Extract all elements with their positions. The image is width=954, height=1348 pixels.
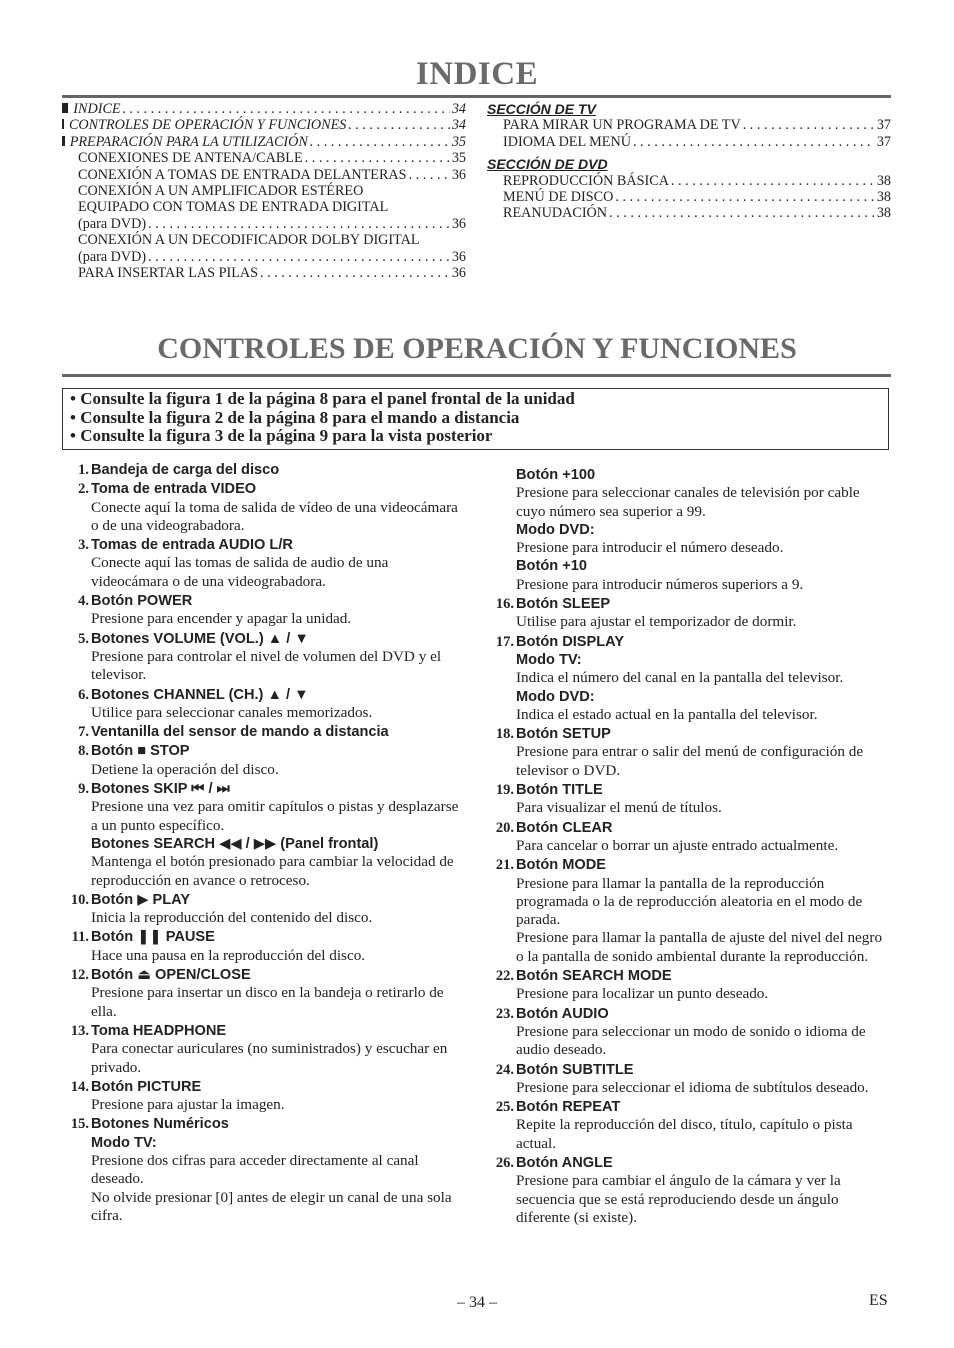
toc-leader-dots [409, 167, 450, 183]
toc-entry-page: 35 [451, 150, 466, 167]
control-description: Presione para introducir números superiors a 9. [516, 575, 804, 593]
toc-entry-label: (para DVD) [78, 215, 147, 232]
toc-leader-dots [743, 117, 875, 133]
control-heading: Botones Numéricos [91, 1116, 229, 1133]
control-heading: Toma de entrada VIDEO [91, 481, 257, 498]
control-heading: Bandeja de carga del disco [91, 462, 280, 478]
control-heading: Botón ANGLE [516, 1154, 613, 1171]
toc-entry-page: 38 [876, 189, 891, 206]
toc-entry-page: 38 [876, 172, 891, 189]
toc-leader-dots [615, 189, 874, 205]
toc-entry [62, 216, 466, 232]
control-description: Presione para controlar el nivel de volumen del DVD y el televisor. [91, 647, 442, 684]
control-number: 25. [495, 1099, 514, 1116]
control-item [487, 1005, 891, 1060]
control-heading: Botón ■ STOP [91, 743, 190, 760]
page-number: – 34 – [457, 1294, 497, 1311]
control-number: 11. [71, 929, 89, 946]
control-number: 18. [495, 726, 514, 743]
toc-entry-page: 36 [451, 265, 466, 282]
control-item [62, 928, 468, 965]
toc-entry-page: 37 [876, 133, 891, 150]
toc-leader-dots [148, 216, 450, 232]
control-description: Presione para seleccionar un modo de sonido o idioma de audio deseado. [516, 1022, 866, 1059]
control-number: 6. [78, 686, 89, 703]
controls-column-left [62, 461, 468, 1226]
figure-note: • Consulte la figura 1 de la página 8 para el panel frontal de la unidad [70, 389, 575, 408]
toc-leader-dots [310, 134, 450, 150]
toc-entry [62, 101, 466, 117]
control-heading: Botón +10 [516, 558, 587, 575]
figure-notes-box [62, 388, 889, 450]
toc-entry-page: 38 [876, 205, 891, 222]
toc-entry-page: 34 [451, 101, 466, 117]
control-description: Para conectar auriculares (no suministrados) y escuchar en privado. [91, 1040, 448, 1076]
control-number: 7. [78, 724, 89, 741]
toc-entry-label: (para DVD) [78, 248, 147, 265]
control-description: Presione para llamar la pantalla de ajuste del nivel del negro o la pantalla de sonido ambiental durante la reproducción. [516, 929, 883, 965]
toc-section-heading: SECCIÓN DE TV [487, 101, 596, 117]
figure-note: • Consulte la figura 3 de la página 9 para la vista posterior [70, 426, 493, 445]
control-number: 14. [70, 1078, 89, 1095]
toc-entry-label: CONEXIÓN A UN DECODIFICADOR DOLBY DIGITAL [78, 232, 420, 249]
toc-entry-label: CONEXIONES DE ANTENA/CABLE [78, 150, 303, 167]
control-description: No olvide presionar [0] antes de elegir un canal de una sola cifra. [91, 1188, 452, 1224]
control-item [487, 856, 891, 966]
control-heading: Botones CHANNEL (CH.) ▲ / ▼ [91, 686, 309, 703]
control-heading: Modo DVD: [516, 688, 595, 705]
toc-section-heading: SECCIÓN DE DVD [487, 156, 608, 173]
control-item [62, 891, 468, 928]
toc-entry [62, 117, 466, 133]
control-item [62, 480, 468, 535]
control-number: 15. [70, 1116, 89, 1133]
toc-entry [487, 117, 891, 133]
control-heading: Botón DISPLAY [516, 633, 625, 650]
control-description: Inicia la reproducción del contenido del disco. [91, 909, 373, 927]
control-description: Presione dos cifras para acceder directamente al canal deseado. [91, 1151, 419, 1188]
control-number: 23. [495, 1005, 514, 1022]
toc-entry-label: PARA INSERTAR LAS PILAS [78, 265, 258, 282]
toc-leader-dots [123, 101, 450, 117]
figure-note: • Consulte la figura 2 de la página 8 para el mando a distancia [70, 407, 520, 427]
control-item [487, 595, 891, 632]
toc-leader-dots [348, 117, 449, 133]
controls-title: CONTROLES DE OPERACIÓN Y FUNCIONES [157, 332, 797, 365]
control-item [62, 966, 468, 1021]
control-number: 10. [70, 891, 89, 908]
toc-entry-label: CONEXIÓN A TOMAS DE ENTRADA DELANTERAS [78, 166, 407, 183]
toc-entry [487, 173, 891, 189]
toc-entry-page: 36 [451, 166, 466, 183]
control-description: Para visualizar el menú de títulos. [516, 799, 722, 817]
control-heading: Tomas de entrada AUDIO L/R [91, 537, 293, 554]
toc-entry-label: IDIOMA DEL MENÚ [503, 133, 631, 150]
control-description: Presione para llamar la pantalla de la reproducción programada o la de reproducción aleatoria en el modo de parada. [516, 874, 863, 929]
control-number: 19. [495, 782, 514, 799]
control-number: 9. [78, 781, 89, 798]
control-number: 4. [78, 593, 89, 610]
control-heading: Botones SKIP ⏮ / ⏭ [91, 781, 230, 798]
control-heading: Botón SUBTITLE [516, 1061, 634, 1078]
control-item [487, 466, 891, 594]
control-heading: Botón AUDIO [516, 1005, 609, 1022]
control-number: 5. [78, 630, 89, 647]
toc-entry-page: 36 [451, 248, 466, 265]
control-item [62, 536, 468, 591]
controls-column-right [487, 466, 891, 1228]
toc-entry-page: 36 [451, 215, 466, 232]
control-description: Repite la reproducción del disco, título, capítulo o pista actual. [516, 1116, 853, 1152]
toc-entry-page: 35 [451, 133, 466, 150]
toc-right-column [487, 101, 891, 222]
control-heading: Botón CLEAR [516, 819, 613, 836]
control-item [62, 592, 468, 629]
control-number: 26. [495, 1154, 514, 1171]
control-item [62, 1078, 468, 1115]
control-heading: Botones SEARCH ◀◀ / ▶▶ (Panel frontal) [91, 835, 379, 852]
control-item [62, 780, 468, 890]
control-description: Presione para entrar o salir del menú de configuración de televisor o DVD. [516, 743, 864, 779]
control-item [487, 967, 891, 1004]
control-description: Presione para introducir el número deseado. [516, 539, 784, 557]
control-item [62, 742, 468, 779]
control-description: Presione para ajustar la imagen. [91, 1096, 285, 1114]
toc-leader-dots [633, 134, 875, 150]
toc-entry-label: CONEXIÓN A UN AMPLIFICADOR ESTÉREO [78, 183, 364, 200]
toc-entry [62, 249, 466, 265]
control-description: Para cancelar o borrar un ajuste entrado actualmente. [516, 836, 839, 854]
toc-entry [487, 134, 891, 150]
control-item [487, 819, 891, 856]
control-item [487, 633, 891, 724]
toc-entry [487, 205, 891, 221]
toc-entry [487, 189, 891, 205]
control-item [62, 1022, 468, 1077]
control-item [62, 630, 468, 685]
control-heading: Botón SETUP [516, 726, 611, 743]
control-heading: Botón +100 [516, 467, 596, 483]
control-heading: Modo TV: [516, 651, 582, 668]
control-description: Presione para seleccionar canales de televisión por cable cuyo número sea superior a 99. [516, 484, 860, 520]
control-heading: Botón PICTURE [91, 1078, 202, 1095]
control-heading: Botón REPEAT [516, 1099, 621, 1116]
control-item [487, 781, 891, 818]
toc-entry-page: 37 [876, 117, 891, 134]
control-item [487, 1154, 891, 1227]
toc-entry [62, 232, 466, 248]
control-description: Utilise para ajustar el temporizador de dormir. [516, 613, 797, 631]
toc-entry-label: PARA MIRAR UN PROGRAMA DE TV [503, 117, 741, 134]
control-heading: Botón SEARCH MODE [516, 968, 672, 985]
control-description: Detiene la operación del disco. [91, 760, 279, 778]
control-heading: Botón POWER [91, 593, 193, 610]
control-number: 22. [495, 968, 514, 985]
control-description: Indica el estado actual en la pantalla del televisor. [516, 705, 818, 723]
toc-entry-label: PREPARACIÓN PARA LA UTILIZACIÓN [69, 133, 308, 150]
bullet-square-icon [62, 136, 65, 146]
controls-rule [62, 374, 891, 377]
control-number: 1. [78, 462, 89, 478]
toc-leader-dots [260, 265, 450, 281]
control-number: 8. [78, 743, 89, 760]
control-number: 2. [78, 481, 89, 498]
control-description: Presione una vez para omitir capítulos o pistas y desplazarse a un punto específico. [91, 798, 459, 834]
control-heading: Botón ⏏ OPEN/CLOSE [91, 967, 251, 984]
toc-leader-dots [148, 249, 450, 265]
toc-entry [62, 265, 466, 281]
control-item [62, 723, 468, 741]
control-heading: Toma HEADPHONE [91, 1022, 227, 1039]
toc-entry-label: REANUDACIÓN [503, 205, 608, 222]
control-number: 21. [495, 857, 514, 874]
toc-entry-label: REPRODUCCIÓN BÁSICA [503, 172, 669, 189]
control-description: Mantenga el botón presionado para cambiar la velocidad de reproducción en avance o retroceso. [91, 853, 454, 889]
control-description: Conecte aquí la toma de salida de vídeo de una videocámara o de una videograbadora. [91, 498, 458, 534]
toc-left-column [62, 101, 466, 281]
control-heading: Modo DVD: [516, 521, 595, 538]
control-number: 17. [495, 633, 514, 650]
index-rule [62, 95, 891, 98]
toc-entry [62, 183, 466, 199]
control-item [62, 1115, 468, 1225]
toc-leader-dots [609, 205, 875, 221]
control-item [487, 1098, 891, 1153]
control-description: Presione para insertar un disco en la bandeja o retirarlo de ella. [91, 984, 444, 1020]
control-heading: Modo TV: [91, 1134, 157, 1151]
control-heading: Botón ❚❚ PAUSE [91, 929, 215, 946]
toc-entry [62, 167, 466, 183]
toc-entry-page: 34 [451, 117, 466, 134]
toc-entry [62, 199, 466, 215]
control-heading: Ventanilla del sensor de mando a distancia [91, 724, 389, 741]
control-heading: Botón TITLE [516, 782, 603, 799]
control-number: 20. [495, 819, 514, 836]
control-number: 12. [70, 967, 89, 984]
toc-leader-dots [671, 173, 875, 189]
toc-entry [62, 134, 466, 150]
control-item [487, 725, 891, 780]
language-code: ES [869, 1292, 888, 1309]
control-number: 13. [70, 1022, 89, 1039]
toc-entry-label: INDICE [73, 101, 121, 117]
toc-entry [62, 150, 466, 166]
control-heading: Botón MODE [516, 857, 606, 874]
control-heading: Botón SLEEP [516, 596, 611, 613]
toc-entry-label: CONTROLES DE OPERACIÓN Y FUNCIONES [68, 117, 347, 134]
control-description: Presione para encender y apagar la unidad. [91, 610, 352, 628]
toc-entry-label: EQUIPADO CON TOMAS DE ENTRADA DIGITAL [78, 199, 389, 216]
control-heading: Botones VOLUME (VOL.) ▲ / ▼ [91, 630, 309, 647]
control-item [62, 686, 468, 723]
control-item [487, 1061, 891, 1098]
control-item [62, 461, 468, 479]
control-description: Utilice para seleccionar canales memorizados. [91, 703, 373, 721]
toc-leader-dots [305, 150, 450, 166]
toc-entry-label: MENÚ DE DISCO [503, 189, 614, 206]
bullet-square-icon [62, 119, 64, 129]
control-number: 16. [495, 596, 514, 613]
control-description: Presione para cambiar el ángulo de la cámara y ver la secuencia que se está reproduciendo desde un ángulo diferente (si existe). [516, 1172, 841, 1226]
control-number: 3. [78, 537, 89, 554]
index-title: INDICE [415, 56, 539, 92]
control-heading: Botón ▶ PLAY [91, 891, 191, 908]
control-description: Indica el número del canal en la pantalla del televisor. [516, 669, 844, 687]
control-description: Hace una pausa en la reproducción del disco. [91, 946, 366, 964]
control-number: 24. [495, 1061, 514, 1078]
control-description: Presione para localizar un punto deseado. [516, 985, 769, 1003]
control-description: Conecte aquí las tomas de salida de audio de una videocámara o de una videograbadora. [91, 554, 389, 590]
bullet-square-icon [62, 103, 68, 113]
control-description: Presione para seleccionar el idioma de subtítulos deseado. [516, 1078, 869, 1096]
